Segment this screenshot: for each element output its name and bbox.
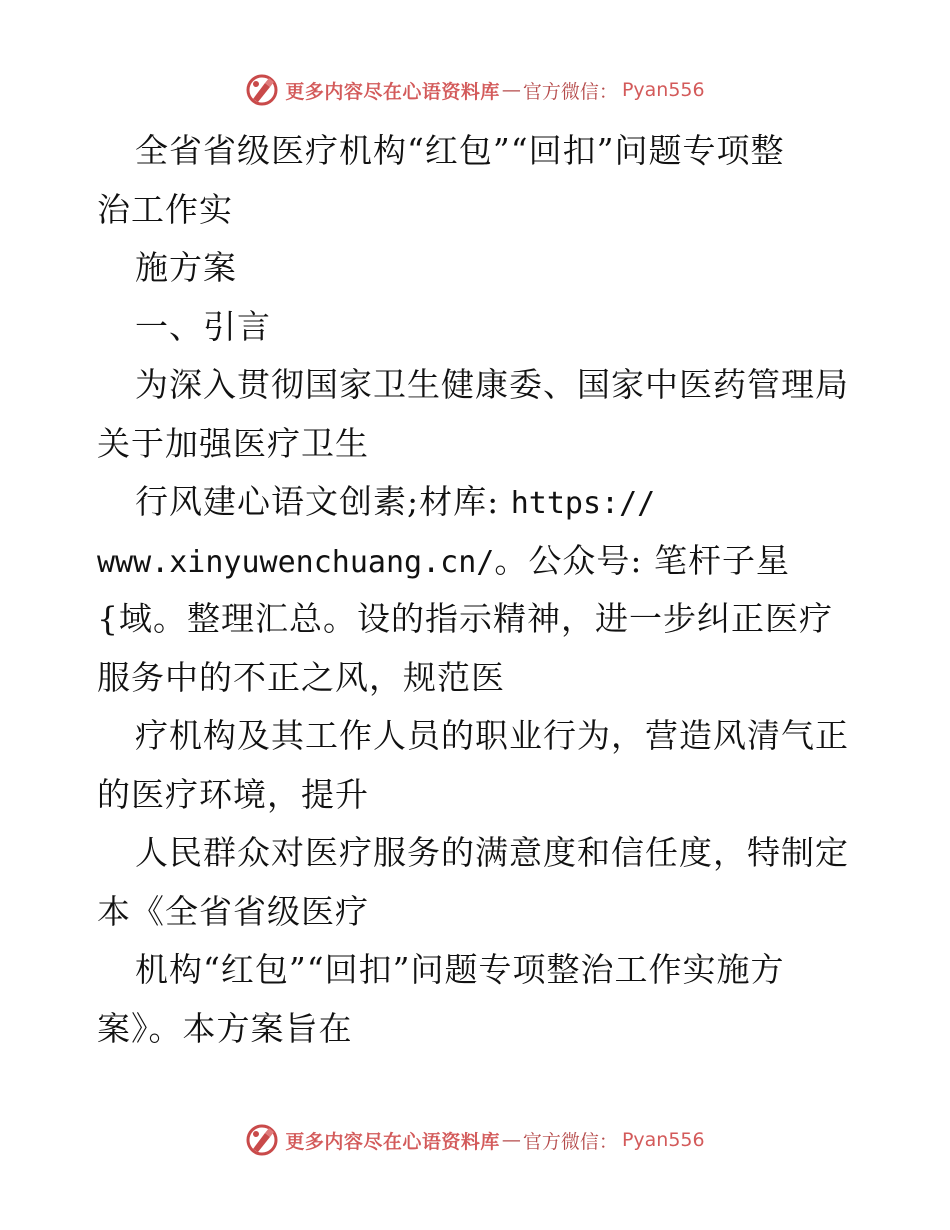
watermark-wechat-label: 官方微信： (522, 80, 618, 103)
paragraph-line: 为深入贯彻国家卫生健康委、国家中医药管理局 (135, 365, 849, 404)
url-domain: www.xinyuwenchuang.cn/ (97, 544, 495, 580)
paragraph-line: {域。整理汇总。设的指示精神，进一步纠正医疗 (97, 599, 833, 638)
paragraph-line: 案》。本方案旨在 (97, 1008, 353, 1048)
title-line-3: 施方案 (135, 248, 237, 287)
paragraph-line: 的医疗环境，提升 (97, 774, 369, 814)
paragraph-text: 。公众号: 笔杆子星 (494, 540, 790, 580)
pen-logo-icon (245, 1123, 279, 1157)
watermark-wechat-id: Pyan556 (621, 79, 705, 101)
paragraph-line: 服务中的不正之风，规范医 (97, 657, 505, 697)
section-heading: 一、引言 (135, 306, 271, 346)
paragraph-line: 人民群众对医疗服务的满意度和信任度，特制定 (135, 833, 849, 872)
watermark-wechat-label: 官方微信： (522, 1130, 618, 1153)
watermark-brand: 更多内容尽在心语资料库 (285, 80, 500, 103)
paragraph-line (97, 473, 857, 532)
paragraph-text: 行风建心语文创素;材库: (135, 482, 511, 521)
paragraph-line (97, 532, 857, 591)
watermark-wechat-id: Pyan556 (621, 1129, 705, 1151)
paragraph-line: 本《全省省级医疗 (97, 891, 369, 931)
header-watermark (0, 70, 950, 110)
title-line-1: 全省省级医疗机构“红包”“回扣”问题专项整 (135, 131, 785, 170)
watermark-brand: 更多内容尽在心语资料库 (285, 1130, 500, 1153)
pen-logo-icon (245, 73, 279, 107)
footer-watermark (0, 1120, 950, 1160)
paragraph-line: 机构“红包”“回扣”问题专项整治工作实施方 (135, 950, 785, 989)
watermark-separator: — (501, 79, 521, 101)
paragraph-line: 关于加强医疗卫生 (97, 423, 369, 463)
title-line-2: 治工作实 (97, 189, 233, 229)
url-protocol: https:// (510, 486, 656, 521)
paragraph-line: 疗机构及其工作人员的职业行为，营造风清气正 (135, 716, 849, 755)
document-body (97, 122, 857, 1058)
watermark-separator: — (501, 1129, 521, 1151)
